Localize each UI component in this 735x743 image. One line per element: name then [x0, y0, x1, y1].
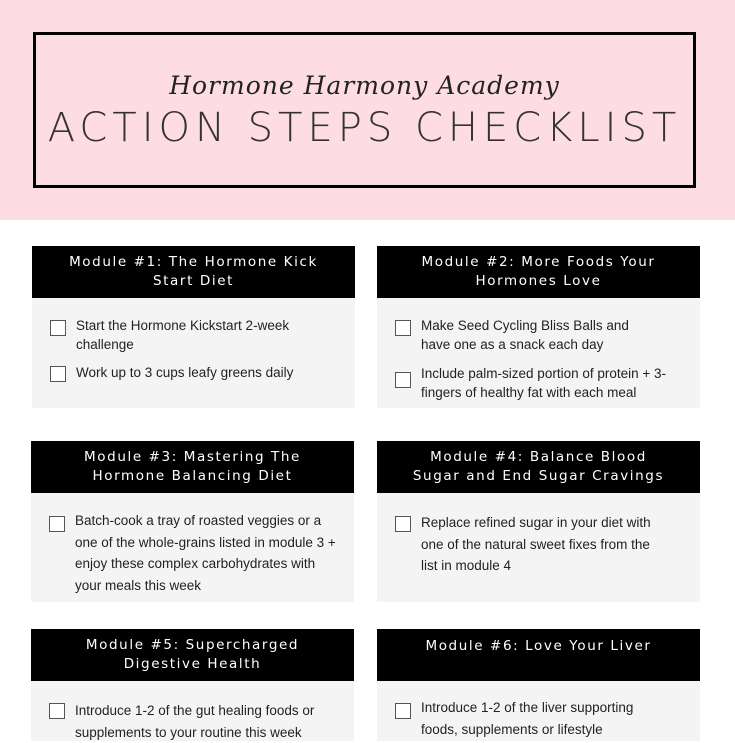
module-heading-line: Sugar and End Sugar Cravings [412, 468, 665, 484]
checklist-item-text: Introduce 1-2 of the liver supporting foods, supplements or lifestyle [421, 700, 634, 737]
checkbox[interactable] [395, 320, 411, 336]
checklist-item-text: Start the Hormone Kickstart 2-week challenge [76, 318, 290, 352]
module-card-4 [377, 441, 700, 602]
page-title: ACTION STEPS CHECKLIST [47, 105, 682, 151]
checklist-item-text: Batch-cook a tray of roasted veggies or a one of the whole-grains listed in module 3 + enjoy these complex carbohydrates with your meals this week [75, 513, 336, 593]
header-frame [33, 32, 696, 188]
module-heading-line: Module #6: Love Your Liver [425, 638, 652, 654]
module-card-3 [31, 441, 354, 602]
module-heading-line: Digestive Health [123, 656, 262, 672]
module-heading-line: Hormones Love [475, 273, 602, 289]
checkbox[interactable] [395, 703, 411, 719]
academy-name: Hormone Harmony Academy [169, 71, 560, 100]
module-heading-line: Start Diet [152, 273, 234, 289]
checklist-item-text: Make Seed Cycling Bliss Balls and have one as a snack each day [421, 318, 629, 352]
module-heading [31, 441, 354, 493]
module-heading-line: Hormone Balancing Diet [92, 468, 293, 484]
checkbox[interactable] [50, 366, 66, 382]
module-heading [32, 246, 355, 298]
checkbox[interactable] [50, 320, 66, 336]
checklist-item-text: Replace refined sugar in your diet with one of the natural sweet fixes from the list in module 4 [421, 515, 651, 573]
module-heading-line: Module #4: Balance Blood [430, 449, 647, 465]
module-heading [377, 246, 700, 298]
checklist-item-text: Work up to 3 cups leafy greens daily [76, 365, 294, 380]
module-card-5 [31, 629, 354, 741]
checkbox[interactable] [49, 516, 65, 532]
checklist-item-text: Introduce 1-2 of the gut healing foods or supplements to your routine this week [75, 703, 315, 740]
module-heading [31, 629, 354, 681]
checkbox[interactable] [49, 703, 65, 719]
checklist-item-text: Include palm-sized portion of protein + 3-fingers of healthy fat with each meal [421, 366, 667, 400]
module-heading-line: Module #1: The Hormone Kick [69, 254, 318, 270]
module-heading-line: Module #3: Mastering The [84, 449, 301, 465]
checkbox[interactable] [395, 372, 411, 388]
module-heading-line: Module #2: More Foods Your [421, 254, 656, 270]
module-card-6 [377, 629, 700, 741]
module-card-2 [377, 246, 700, 408]
module-heading [377, 441, 700, 493]
module-card-1 [32, 246, 355, 408]
module-heading [377, 629, 700, 681]
checkbox[interactable] [395, 516, 411, 532]
module-heading-line: Module #5: Supercharged [85, 637, 300, 653]
